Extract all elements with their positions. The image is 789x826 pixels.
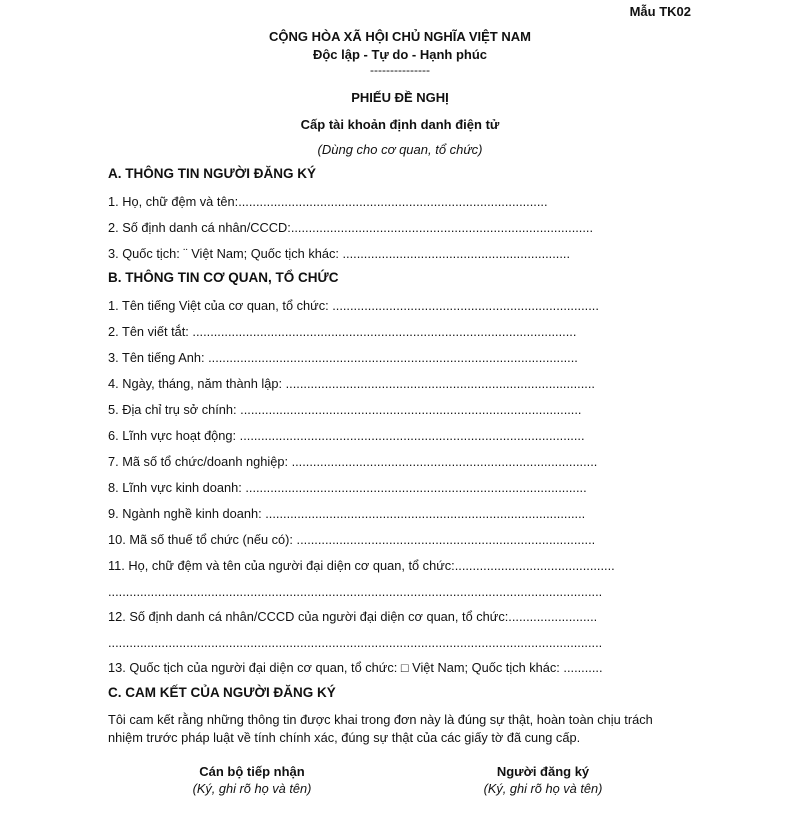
registrant-title: Người đăng ký <box>496 764 590 779</box>
field-field-of-operation[interactable]: 6. Lĩnh vực hoạt động: ................................................................................................. <box>108 428 585 443</box>
form-code: Mẫu TK02 <box>629 4 691 19</box>
field-org-code[interactable]: 7. Mã số tổ chức/doanh nghiệp: ...................................................................................... <box>108 454 598 469</box>
field-business-area[interactable]: 8. Lĩnh vực kinh doanh: ................................................................................................ <box>108 480 587 495</box>
section-a-heading: A. THÔNG TIN NGƯỜI ĐĂNG KÝ <box>108 166 316 181</box>
document-title: PHIẾU ĐỀ NGHỊ <box>351 90 449 105</box>
field-representative-id[interactable]: 12. Số định danh cá nhân/CCCD của người đại diện cơ quan, tổ chức:......................... <box>108 609 598 624</box>
country-name: CỘNG HÒA XÃ HỘI CHỦ NGHĨA VIỆT NAM <box>269 29 531 44</box>
section-b-heading: B. THÔNG TIN CƠ QUAN, TỔ CHỨC <box>108 270 339 285</box>
field-id-number[interactable]: 2. Số định danh cá nhân/CCCD:..................................................................................... <box>108 220 594 235</box>
registrant-signature-block <box>443 764 643 796</box>
section-c-heading: C. CAM KẾT CỦA NGƯỜI ĐĂNG KÝ <box>108 685 336 700</box>
field-representative-id-continuation[interactable]: ........................................................................................................................................... <box>108 635 603 650</box>
receiver-title: Cán bộ tiếp nhận <box>199 764 305 779</box>
field-representative-nationality[interactable]: 13. Quốc tịch của người đại diện cơ quan, tổ chức: □ Việt Nam; Quốc tịch khác: ........... <box>108 660 603 675</box>
receiver-note: (Ký, ghi rõ họ và tên) <box>192 781 312 796</box>
commitment-text: Tôi cam kết rằng những thông tin được khai trong đơn này là đúng sự thật, hoàn toàn chịu trách nhiệm trước pháp luật về tính chính xác, đúng sự thật của các giấy tờ đã cung cấp. <box>108 712 653 745</box>
registrant-note: (Ký, ghi rõ họ và tên) <box>483 781 603 796</box>
document-note: (Dùng cho cơ quan, tổ chức) <box>317 142 483 157</box>
document-subtitle: Cấp tài khoản định danh điện tử <box>300 117 500 132</box>
field-org-name-english[interactable]: 3. Tên tiếng Anh: ........................................................................................................ <box>108 350 578 365</box>
field-head-office-address[interactable]: 5. Địa chỉ trụ sở chính: ................................................................................................ <box>108 402 582 417</box>
field-full-name[interactable]: 1. Họ, chữ đệm và tên:....................................................................................... <box>108 194 548 209</box>
field-nationality[interactable]: 3. Quốc tịch: ¨ Việt Nam; Quốc tịch khác: ................................................................ <box>108 246 571 261</box>
field-representative-name-continuation[interactable]: ........................................................................................................................................... <box>108 584 603 599</box>
field-org-name-vietnamese[interactable]: 1. Tên tiếng Việt của cơ quan, tổ chức: ........................................................................... <box>108 298 599 313</box>
header-divider: --------------- <box>370 63 430 77</box>
national-motto: Độc lập - Tự do - Hạnh phúc <box>312 47 488 62</box>
receiver-signature-block <box>152 764 352 796</box>
field-representative-name[interactable]: 11. Họ, chữ đệm và tên của người đại diện cơ quan, tổ chức:............................................. <box>108 558 615 573</box>
field-business-line[interactable]: 9. Ngành nghề kinh doanh: .......................................................................................... <box>108 506 586 521</box>
field-tax-code[interactable]: 10. Mã số thuế tổ chức (nếu có): .................................................................................... <box>108 532 596 547</box>
field-org-abbreviation[interactable]: 2. Tên viết tắt: ............................................................................................................ <box>108 324 577 339</box>
field-establishment-date[interactable]: 4. Ngày, tháng, năm thành lập: ....................................................................................... <box>108 376 595 391</box>
